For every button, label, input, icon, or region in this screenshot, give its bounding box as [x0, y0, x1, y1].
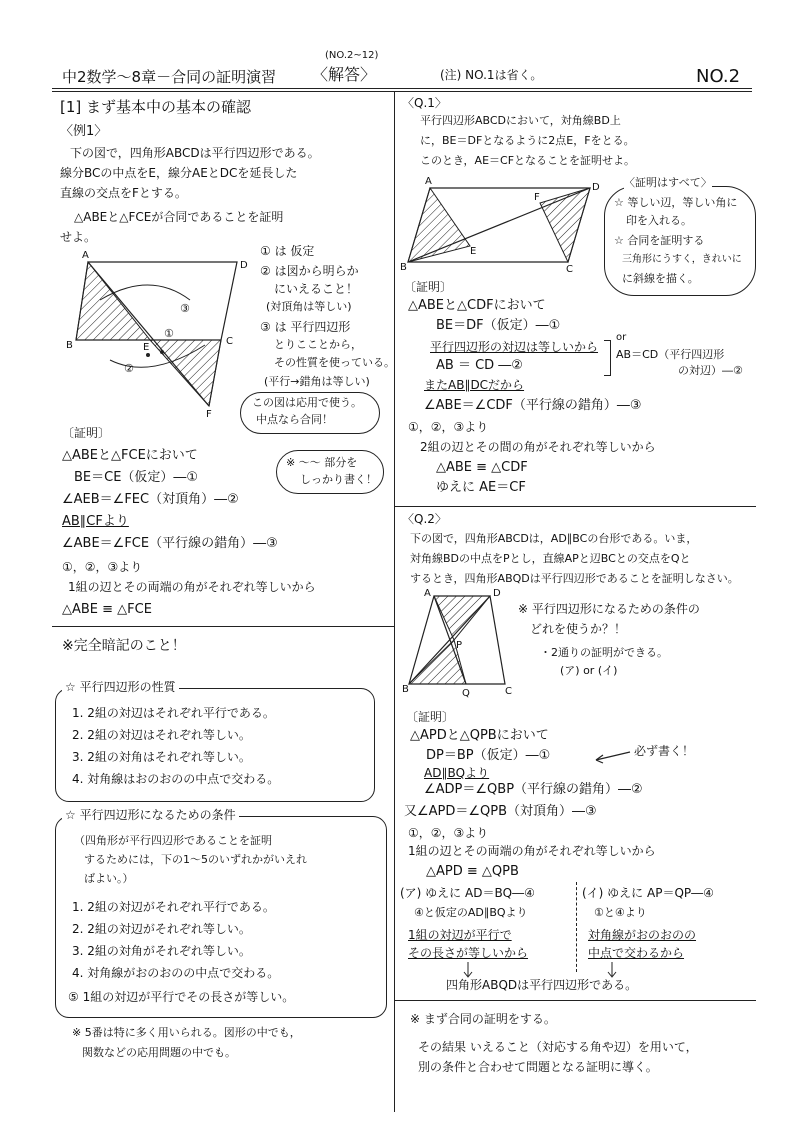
proof-line: ①，②，③より	[62, 560, 143, 574]
q2-label: 〈Q.2〉	[402, 512, 447, 526]
q1-fig-label-e: E	[470, 246, 477, 257]
proof-line: 1組の辺とその両端の角がそれぞれ等しいから	[68, 580, 316, 594]
conditions-intro: するためには，下の1～5のいずれかがいえれ	[84, 853, 307, 866]
q1-proof-line: ∠ABE＝∠CDF（平行線の錯角）―③	[424, 398, 642, 413]
q2-conclusion: 四角形ABQDは平行四辺形である。	[446, 978, 638, 992]
note-line: ① は 仮定	[260, 244, 315, 258]
q1-proof-line: またAB∥DCだから	[424, 378, 525, 392]
cloud-note-line: 中点なら合同！	[256, 413, 333, 426]
page-number: NO.2	[696, 66, 741, 87]
q1-problem-line: このとき，AE＝CFとなることを証明せよ。	[420, 154, 636, 167]
q2-problem-line: 下の図で，四角形ABCDは，AD∥BCの台形である。いま，	[410, 532, 698, 545]
q1-label: 〈Q.1〉	[402, 96, 447, 110]
case-b-line: 対角線がおのおのの	[588, 928, 697, 942]
q2-problem-line: 対角線BDの中点をPとし，直線APと辺BCとの交点をQと	[410, 552, 691, 565]
q1-proof-label: 〔証明〕	[404, 280, 453, 294]
q1-problem-line: 平行四辺形ABCDにおいて，対角線BD上	[420, 114, 621, 127]
fig1-mark-3: ③	[180, 302, 190, 315]
q1-proof-line: AB ＝ CD ―②	[436, 358, 523, 373]
q2-proof-line: AD∥BQより	[424, 766, 490, 780]
q2-fig-label-d: D	[493, 588, 501, 599]
footnote: 関数などの応用問題の中でも。	[82, 1046, 236, 1059]
q1-cloud-line: に斜線を描く。	[622, 272, 699, 285]
q1-proof-line: 2組の辺とその間の角がそれぞれ等しいから	[420, 440, 656, 454]
properties-title: ☆ 平行四辺形の性質	[62, 680, 179, 694]
conditions-title: ☆ 平行四辺形になるための条件	[62, 808, 239, 822]
q2-proof-line: △APD ≡ △QPB	[426, 864, 519, 879]
section-title: [1] まず基本中の基本の確認	[60, 98, 252, 116]
q2-proof-line: DP＝BP（仮定）―①	[426, 748, 551, 763]
proof-line: ∠AEB＝∠FEC（対頂角）―②	[62, 492, 239, 507]
case-a-line: 1組の対辺が平行で	[408, 928, 512, 942]
fig1-label-d: D	[240, 260, 248, 271]
fig1-label-b: B	[66, 340, 73, 351]
proof-line: BE＝CE（仮定）―①	[74, 470, 199, 485]
cloud-note-line: この図は応用で使う。	[252, 396, 362, 409]
page-title: 中2数学～8章－合同の証明演習	[62, 68, 277, 86]
fig1-label-e: E	[143, 342, 150, 353]
cloud-remark-line: ※ ～～ 部分を	[286, 456, 358, 469]
q2-fig-label-c: C	[505, 686, 512, 697]
proof-line: AB∥CFより	[62, 514, 129, 529]
q1-fig-label-d: D	[592, 182, 600, 193]
case-b-line: (イ) ゆえに AP＝QP―④	[582, 886, 714, 900]
property-item: 2. 2組の対辺はそれぞれ等しい。	[72, 728, 251, 742]
footnote: ※ 5番は特に多く用いられる。図形の中でも，	[72, 1026, 301, 1039]
q2-fig-label-p: P	[456, 640, 463, 651]
q1-proof-line: 平行四辺形の対辺は等しいから	[430, 340, 599, 354]
problem-line: せよ。	[60, 230, 97, 244]
note-line: ② は図から明らか	[260, 264, 359, 278]
fig1-mark-2: ②	[124, 362, 134, 375]
condition-item: 2. 2組の対辺がそれぞれ等しい。	[72, 922, 251, 936]
note-line: ③ は 平行四辺形	[260, 320, 351, 334]
q2-proof-line: 又∠APD＝∠QPB（対頂角）―③	[404, 804, 597, 819]
fig1-mark-1: ①	[164, 327, 174, 340]
property-item: 4. 対角線はおのおのの中点で交わる。	[72, 772, 280, 786]
problem-line: 線分BCの中点をE，線分AEとDCを延長した	[60, 166, 298, 180]
condition-item: 1. 2組の対辺がそれぞれ平行である。	[72, 900, 275, 914]
header-note: (注) NO.1は省く。	[440, 68, 543, 82]
note-line: (平行→錯角は等しい)	[264, 375, 370, 388]
note-line: (対頂角は等しい)	[266, 300, 352, 313]
fig1-label-f: F	[206, 409, 212, 420]
problem-line: 直線の交点をFとする。	[60, 186, 187, 200]
q1-cloud-line: ☆ 合同を証明する	[614, 234, 705, 247]
fig1-label-c: C	[226, 336, 233, 347]
example-label: 〈例1〉	[60, 124, 108, 139]
case-b-line: 中点で交わるから	[588, 946, 685, 960]
page-range: (NO.2~12)	[325, 50, 379, 61]
fig1-label-a: A	[82, 250, 89, 261]
final-note: ※ まず合同の証明をする。	[410, 1012, 556, 1026]
proof-line: △ABEと△FCEにおいて	[62, 448, 198, 463]
q2-problem-line: するとき，四角形ABQDは平行四辺形であることを証明しなさい。	[410, 572, 739, 585]
note-line: にいえること！	[274, 282, 359, 296]
problem-line: 下の図で，四角形ABCDは平行四辺形である。	[70, 146, 320, 160]
q1-alt-line: AB＝CD（平行四辺形	[616, 348, 725, 361]
problem-line: △ABEと△FCEが合同であることを証明	[74, 210, 284, 224]
q1-proof-line: △ABEと△CDFにおいて	[408, 298, 546, 313]
q1-proof-line: △ABE ≡ △CDF	[436, 460, 528, 475]
condition-item: ⑤ 1組の対辺が平行でその長さが等しい。	[68, 990, 295, 1004]
answer-tag: 〈解答〉	[312, 65, 377, 84]
q1-fig-label-f: F	[534, 192, 540, 203]
conditions-intro: ばよい。）	[84, 872, 134, 885]
q1-cloud-line: 〈証明はすべて〉	[624, 176, 712, 189]
q2-fig-label-a: A	[424, 588, 431, 599]
memorize-note: ※完全暗記のこと！	[62, 638, 186, 654]
q1-alt-or: or	[616, 332, 627, 343]
property-item: 3. 2組の対角はそれぞれ等しい。	[72, 750, 251, 764]
cloud-remark-line: しっかり書く！	[300, 473, 377, 486]
note-line: とりこことから，	[274, 338, 362, 351]
final-note: 別の条件と合わせて問題となる証明に導く。	[418, 1060, 658, 1074]
case-a-line: その長さが等しいから	[408, 946, 529, 960]
condition-item: 4. 対角線がおのおのの中点で交わる。	[72, 966, 280, 980]
q1-cloud-line: ☆ 等しい辺，等しい角に	[614, 196, 738, 209]
case-b-line: ①と④より	[594, 906, 647, 919]
q1-proof-line: ゆえに AE＝CF	[436, 480, 526, 495]
q2-hint-line: ・2通りの証明ができる。	[540, 646, 668, 659]
case-a-line: ④と仮定のAD∥BQより	[414, 906, 528, 919]
q1-proof-line: BE＝DF（仮定）―①	[436, 318, 561, 333]
q1-fig-label-b: B	[400, 262, 407, 273]
case-a-line: (ア) ゆえに AD＝BQ―④	[400, 886, 535, 900]
q1-cloud-line: 印を入れる。	[626, 214, 692, 227]
final-divider	[394, 1000, 756, 1001]
q1-fig-label-a: A	[425, 176, 432, 187]
q2-proof-label: 〔証明〕	[406, 710, 455, 724]
q2-fig-label-b: B	[402, 684, 409, 695]
proof-line: △ABE ≡ △FCE	[62, 602, 152, 617]
proof-label: 〔証明〕	[62, 426, 111, 440]
condition-item: 3. 2組の対角がそれぞれ等しい。	[72, 944, 251, 958]
q1-cloud-line: 三角形にうすく，きれいに	[622, 254, 742, 265]
q2-hint-line: (ア) or (イ)	[560, 664, 618, 677]
q2-hint-line: どれを使うか？！	[530, 622, 627, 636]
property-item: 1. 2組の対辺はそれぞれ平行である。	[72, 706, 275, 720]
q2-fig-label-q: Q	[462, 688, 470, 699]
conditions-intro: （四角形が平行四辺形であることを証明	[74, 834, 272, 847]
q2-proof-line: ∠ADP＝∠QBP（平行線の錯角）―②	[424, 782, 643, 797]
proof-line: ∠ABE＝∠FCE（平行線の錯角）―③	[62, 536, 278, 551]
q2-hint-line: ※ 平行四辺形になるための条件の	[518, 602, 700, 616]
final-note: その結果 いえること（対応する角や辺）を用いて，	[418, 1040, 698, 1054]
q2-proof-line: △APDと△QPBにおいて	[410, 728, 549, 743]
q1-problem-line: に，BE＝DFとなるように2点E，Fをとる。	[420, 134, 635, 147]
q1-proof-line: ①，②，③より	[408, 420, 489, 434]
q1-fig-label-c: C	[566, 264, 573, 275]
q2-proof-line: ①，②，③より	[408, 826, 489, 840]
note-line: その性質を使っている。	[274, 356, 395, 369]
q2-proof-line: 1組の辺とその両端の角がそれぞれ等しいから	[408, 844, 656, 858]
must-write-note: 必ず書く！	[634, 744, 695, 758]
q1-alt-line: の対辺）―②	[678, 364, 743, 377]
